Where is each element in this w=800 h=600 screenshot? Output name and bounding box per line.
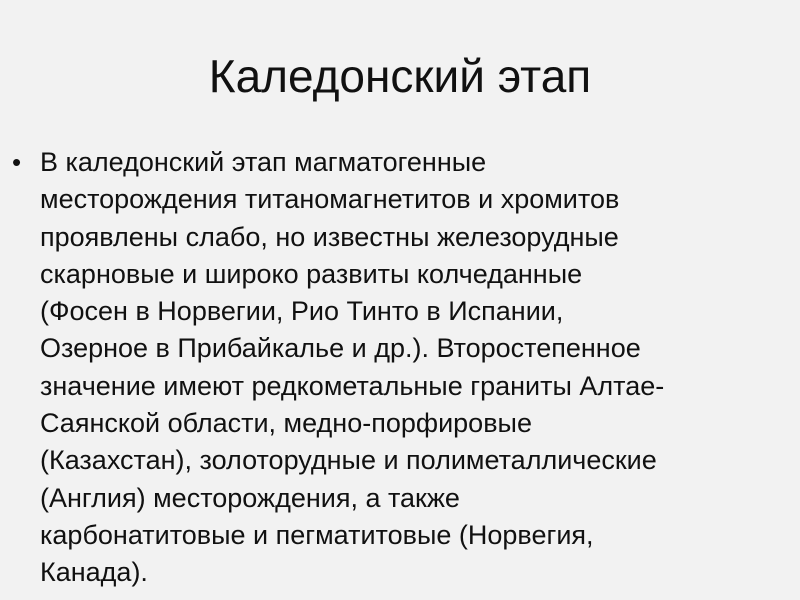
bullet-icon: • (12, 147, 22, 177)
text-line: карбонатитовые и пегматитовые (Норвегия, (40, 519, 594, 550)
text-line: месторождения титаномагнетитов и хромитов (40, 184, 620, 215)
bullet-list (12, 144, 800, 592)
text-line: (Фосен в Норвегии, Рио Тинто в Испании, (40, 296, 564, 327)
text-line: Саянской области, медно-порфировые (40, 408, 532, 439)
text-line: проявлены слабо, но известны железорудные (40, 221, 619, 252)
text-line: (Англия) месторождения, а также (40, 482, 460, 513)
slide-title: Каледонский этап (208, 50, 592, 102)
text-line: Канада). (40, 557, 148, 588)
bullet-text (40, 144, 800, 592)
text-line: Озерное в Прибайкалье и др.). Второстепенное (40, 333, 641, 364)
text-line: значение имеют редкометальные граниты Алтае- (40, 370, 665, 401)
text-line: (Казахстан), золоторудные и полиметаллические (40, 445, 657, 476)
text-line: скарновые и широко развиты колчеданные (40, 258, 583, 289)
text-line: В каледонский этап магматогенные (40, 147, 487, 177)
bullet-item (12, 144, 800, 592)
